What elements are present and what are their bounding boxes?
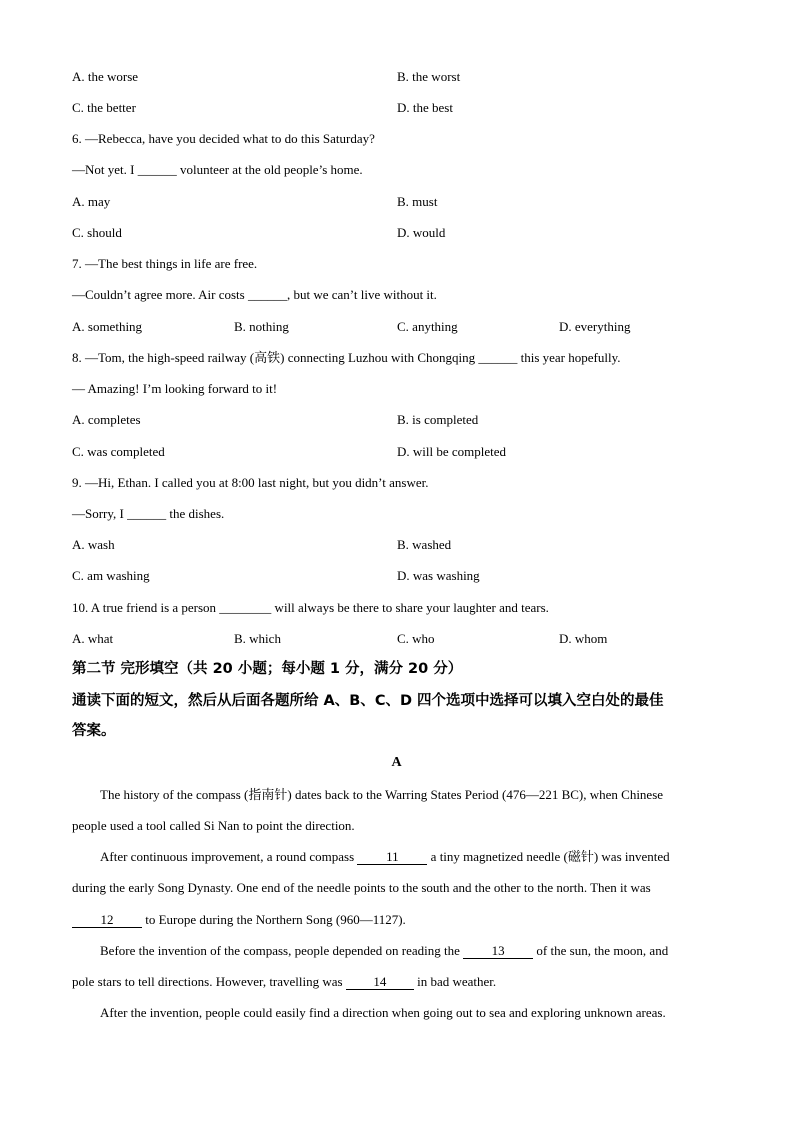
passage-p2-text: to Europe during the Northern Song (960—1127). [142,912,406,927]
q6-option-a: A. may [72,194,111,209]
q10-stem: 10. A true friend is a person ________ will always be there to share your laughter and tears. [72,600,549,615]
q7-option-b: B. nothing [234,319,289,334]
passage-p3-text: Before the invention of the compass, people depended on reading the [100,943,464,958]
passage-p3-text: pole stars to tell directions. However, travelling was [72,974,346,989]
q6-reply: —Not yet. I ______ volunteer at the old people’s home. [72,162,363,177]
q10-option-c: C. who [397,631,435,646]
q7-option-d: D. everything [559,319,631,334]
passage-label: A [391,755,402,770]
q9-reply: —Sorry, I ______ the dishes. [72,506,225,521]
blank-11: 11 [357,850,427,865]
q8-stem: 8. —Tom, the high-speed railway (高铁) connecting Luzhou with Chongqing ______ this year hopefully. [72,350,621,365]
passage-p4-line1: After the invention, people could easily find a direction when going out to sea and exploring unknown areas. [100,1005,666,1020]
blank-13: 13 [463,944,533,959]
passage-p2-line1 [100,849,670,865]
q6-option-b: B. must [397,194,438,209]
passage-p2-line2: during the early Song Dynasty. One end of the needle points to the south and the other to the north. Then it was [72,880,651,895]
q5-option-b: B. the worst [397,69,461,84]
q7-reply: —Couldn’t agree more. Air costs ______, but we can’t live without it. [72,287,437,302]
blank-12: 12 [72,913,142,928]
q9-option-b: B. washed [397,537,452,552]
passage-p2-line3 [72,912,406,928]
section-instruction-line1: 通读下面的短文，然后从后面各题所给 A、B、C、D 四个选项中选择可以填入空白处的最佳 [72,693,664,709]
q6-option-d: D. would [397,225,446,240]
q9-option-a: A. wash [72,537,115,552]
section-title: 第二节 完形填空（共 20 小题；每小题 1 分，满分 20 分） [72,661,463,677]
passage-p2-text: After continuous improvement, a round compass [100,849,358,864]
q7-option-a: A. something [72,319,143,334]
passage-p3-line2 [72,974,496,990]
passage-p3-text: in bad weather. [413,974,497,989]
passage-p1-line1: The history of the compass (指南针) dates back to the Warring States Period (476—221 BC), when Chinese [100,787,664,802]
passage-p3-text: of the sun, the moon, and [533,943,669,958]
q5-option-d: D. the best [397,100,453,115]
section-instruction-line2: 答案。 [72,723,116,739]
passage-p3-line1 [100,943,668,959]
q6-option-c: C. should [72,225,122,240]
q10-option-d: D. whom [559,631,608,646]
q5-option-c: C. the better [72,100,136,115]
q8-reply: — Amazing! I’m looking forward to it! [72,381,278,396]
q10-option-b: B. which [234,631,281,646]
q10-option-a: A. what [72,631,114,646]
q8-option-d: D. will be completed [397,444,507,459]
q9-option-c: C. am washing [72,568,150,583]
passage-p1-line2: people used a tool called Si Nan to point the direction. [72,818,355,833]
q8-option-c: C. was completed [72,444,165,459]
q8-option-b: B. is completed [397,412,479,427]
q8-option-a: A. completes [72,412,141,427]
q6-stem: 6. —Rebecca, have you decided what to do this Saturday? [72,131,375,146]
blank-14: 14 [346,975,414,990]
q9-option-d: D. was washing [397,568,480,583]
q9-stem: 9. —Hi, Ethan. I called you at 8:00 last night, but you didn’t answer. [72,475,429,490]
q7-option-c: C. anything [397,319,458,334]
passage-p2-text: a tiny magnetized needle (磁针) was invented [427,849,670,864]
q5-option-a: A. the worse [72,69,139,84]
q7-stem: 7. —The best things in life are free. [72,256,258,271]
